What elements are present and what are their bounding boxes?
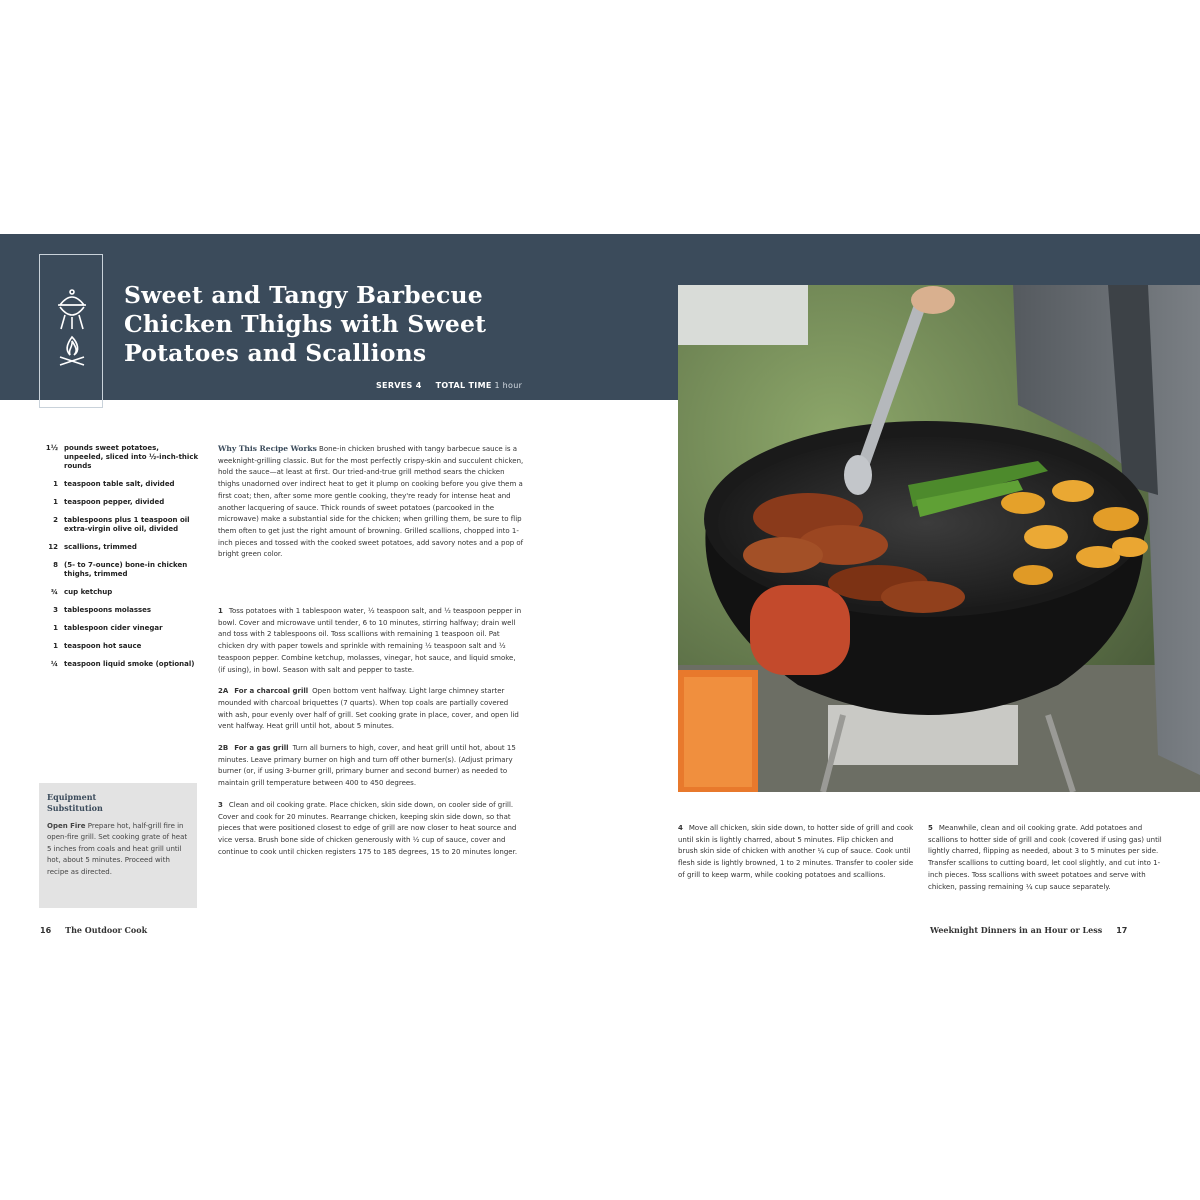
ingredient-qty: 3 — [53, 606, 58, 614]
serves-label: SERVES 4 — [376, 381, 422, 390]
ingredient-item — [40, 642, 200, 651]
equipment-heading: Equipment Substitution — [47, 792, 103, 813]
why-this-recipe-works — [218, 443, 524, 561]
ingredient-item — [40, 444, 200, 471]
book-title: The Outdoor Cook — [65, 925, 148, 935]
step-number: 4 — [678, 824, 683, 832]
step-2b — [218, 743, 524, 790]
why-heading: Why This Recipe Works — [218, 444, 317, 453]
footer-right — [930, 925, 1127, 935]
step-text: Clean and oil cooking grate. Place chicken, skin side down, on cooler side of grill. Cover and cook for 20 minutes. Rearrange chicken, keeping skin side down, so that pieces that were positioned closest to edge of grill are now closer to heat source and vice versa. Brush bone side of chicken generously with ½ cup of sauce, cover and continue to cook until chicken registers 175 to 185 degrees, 15 to 20 minutes longer. — [218, 800, 518, 856]
ingredient-item — [40, 561, 200, 579]
step-lead: For a charcoal grill — [234, 687, 309, 696]
ingredient-item — [40, 606, 200, 615]
campfire-icon — [60, 337, 84, 365]
ingredient-item — [40, 516, 200, 534]
ingredient-qty: 1 — [53, 480, 58, 488]
ingredient-text: teaspoon liquid smoke (optional) — [64, 660, 195, 668]
step-number: 5 — [928, 824, 933, 832]
step-2a — [218, 686, 524, 733]
total-time-value: 1 hour — [494, 381, 523, 390]
ingredient-item — [40, 660, 200, 669]
ingredient-text: teaspoon pepper, divided — [64, 498, 165, 506]
ingredient-text: tablespoons plus 1 teaspoon oil extra-virgin olive oil, divided — [64, 516, 190, 533]
kettle-grill-icon — [58, 290, 86, 329]
ingredient-text: tablespoon cider vinegar — [64, 624, 163, 632]
total-time-label: TOTAL TIME — [435, 381, 492, 390]
ingredient-qty: 1 — [53, 624, 58, 632]
step-number: 3 — [218, 800, 223, 809]
step-text: Open bottom vent halfway. Light large chimney starter mounded with charcoal briquettes (7 quarts). When top coals are partially covered with ash, pour evenly over half of grill. Set cooking grate in place, cover, and open lid vent halfway. Heat grill until hot, about 5 minutes. — [218, 687, 519, 731]
ingredient-item — [40, 588, 200, 597]
ingredient-list — [40, 444, 200, 678]
ingredient-text: teaspoon table salt, divided — [64, 480, 175, 488]
ingredient-qty: 1 — [53, 498, 58, 506]
footer-left — [40, 925, 147, 935]
ingredient-qty: ¼ — [50, 660, 58, 668]
ingredient-item — [40, 480, 200, 489]
ingredient-item — [40, 543, 200, 552]
ingredient-text: pounds sweet potatoes, unpeeled, sliced into ½-inch-thick rounds — [64, 444, 199, 470]
ingredient-qty: 8 — [53, 561, 58, 569]
page-number-left: 16 — [40, 926, 52, 935]
step-lead: For a gas grill — [234, 744, 289, 753]
step-text: Turn all burners to high, cover, and heat grill until hot, about 15 minutes. Leave primary burner on high and turn off other burner(s). (Adjust primary burner (or, if using 3-burner grill, primary burner and second burner) as needed to maintain grill temperature between 400 to 450 degrees. — [218, 744, 516, 788]
grill-photo — [678, 285, 1200, 792]
step-text: Meanwhile, clean and oil cooking grate. Add potatoes and scallions to hotter side of grill and cook (covered if using gas) until lightly charred, flipping as needed, about 3 to 5 minutes per side. Transfer scallions to cutting board, let cool slightly, and cut into 1-inch pieces. Toss scallions with sweet potatoes and serve with chicken, passing remaining ¼ cup sauce separately. — [928, 824, 1162, 891]
ingredient-qty: 1½ — [45, 444, 58, 452]
equipment-substitution-box — [39, 783, 197, 908]
ingredient-qty: ¾ — [50, 588, 58, 596]
title-line-2: Chicken Thighs with Sweet — [124, 310, 487, 338]
recipe-title — [124, 281, 664, 368]
page-number-right: 17 — [1116, 926, 1128, 935]
chapter-title: Weeknight Dinners in an Hour or Less — [930, 925, 1103, 935]
step-number: 2B — [218, 744, 229, 753]
recipe-meta — [376, 381, 522, 390]
title-line-3: Potatoes and Scallions — [124, 339, 427, 367]
step-number: 2A — [218, 687, 229, 696]
ingredient-item — [40, 498, 200, 507]
ingredient-qty: 2 — [53, 516, 58, 524]
ingredient-text: tablespoons molasses — [64, 606, 152, 614]
step-5 — [928, 823, 1164, 893]
title-line-1: Sweet and Tangy Barbecue — [124, 281, 483, 309]
why-text: Bone-in chicken brushed with tangy barbecue sauce is a weeknight-grilling classic. But for the most perfectly crispy-skin and succulent chicken, hold the sauce—at least at first. Our tried-and-true grill method sears the chicken thighs unadorned over indirect heat to get it plump on cooking before you give them a first coat; then, after some more gentle cooking, they're ready for intense heat and another lacquering of sauce. Thick rounds of sweet potatoes (parcooked in the microwave) make a substantial side for the chicken; when grilling them, be sure to flip them often to get just the right amount of browning. Grilled scallions, chopped into 1-inch pieces and tossed with the cooked sweet potatoes, add savory notes and a pop of bright green color. — [218, 445, 524, 559]
step-1 — [218, 606, 524, 676]
equipment-label: Open Fire — [47, 822, 86, 830]
step-text: Toss potatoes with 1 tablespoon water, ½ teaspoon salt, and ½ teaspoon pepper in bowl. Cover and microwave until tender, 6 to 10 minutes, stirring halfway; drain well and toss with 2 tablespoons oil. Toss scallions with remaining 1 teaspoon oil. Pat chicken dry with paper towels and sprinkle with remaining ½ teaspoon salt and ½ teaspoon pepper. Combine ketchup, molasses, vinegar, hot sauce, and liquid smoke, (if using), in bowl. Season with salt and pepper to taste. — [218, 607, 522, 674]
step-text: Move all chicken, skin side down, to hotter side of grill and cook until skin is lightly charred, about 5 minutes. Flip chicken and brush skin side of chicken with another ¼ cup of sauce. Cook until flesh side is lightly browned, 1 to 2 minutes. Transfer to cooler side of grill to keep warm, while cooking potatoes and scallions. — [678, 824, 914, 879]
step-3 — [218, 800, 524, 859]
equipment-text: Prepare hot, half-grill fire in open-fire grill. Set cooking grate of heat 5 inches from coals and heat grill until hot, about 5 minutes. Proceed with recipe as directed. — [47, 822, 188, 876]
ingredient-text: scallions, trimmed — [64, 543, 137, 551]
ingredient-qty: 1 — [53, 642, 58, 650]
ingredient-text: (5- to 7-ounce) bone-in chicken thighs, trimmed — [64, 561, 188, 578]
ingredient-text: cup ketchup — [64, 588, 113, 596]
ingredient-qty: 12 — [48, 543, 58, 551]
grill-method-icons — [39, 254, 103, 408]
step-number: 1 — [218, 607, 223, 615]
ingredient-item — [40, 624, 200, 633]
instruction-steps — [218, 606, 524, 868]
step-4 — [678, 823, 914, 882]
ingredient-text: teaspoon hot sauce — [64, 642, 142, 650]
